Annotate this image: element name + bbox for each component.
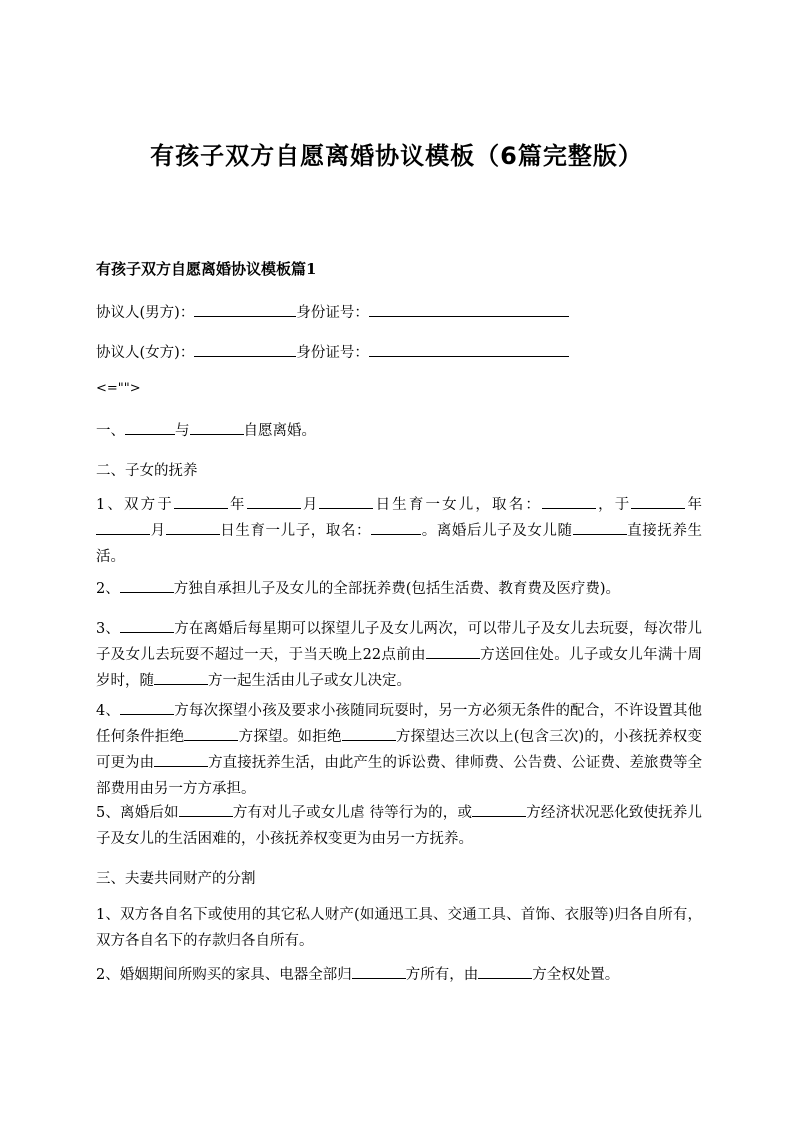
blank-field [426,643,480,659]
text-fragment: 方在离婚后每星期可以探望儿子及女儿两次，可以带儿子及女儿去玩耍，每次带儿子及女儿去玩耍不超过一天，于当天晚上22点前由 [96,621,702,663]
text-fragment: 月 [300,497,320,513]
text-fragment: 直接抚养生活。 [96,523,703,565]
text-fragment: 日生育一女儿，取名： [373,497,542,513]
property-item-2 [96,962,702,988]
blank-field [154,751,208,767]
blank-field [369,301,569,317]
text-fragment: 方直接抚养生活，由此产生的诉讼费、律师费、公告费、公证费、差旅费等全部费用由另一方方承担。 [96,755,703,797]
text-fragment: 方经济状况恶化致使抚养儿子及女儿的生活困难的，小孩抚养权变更为由另一方抚养。 [96,805,702,847]
blank-field [179,801,233,817]
text-fragment: 2、婚姻期间所购买的家具、电器全部归 [96,967,352,983]
blank-field [166,519,220,535]
text-fragment: 方每次探望小孩及要求小孩随同玩耍时，另一方必须无条件的配合，不许设置其他任何条件拒绝 [96,703,702,745]
text-fragment: 方一起生活由儿子或女儿决定。 [208,673,411,689]
text-fragment: 日生育一儿子，取名： [219,523,372,539]
blank-field [247,493,301,509]
blank-field [319,493,373,509]
blank-field [120,699,174,715]
text-fragment: 2、 [96,581,120,597]
section-1 [96,418,702,444]
blank-field [96,519,150,535]
text-fragment: 方独自承担儿子及女儿的全部抚养费(包括生活费、教育费及医疗费)。 [173,581,621,597]
party-female-line [96,340,702,366]
text-fragment: 3、 [96,621,121,637]
text-fragment: 5、离婚后如 [96,805,179,821]
section-heading: 有孩子双方自愿离婚协议模板篇1 [96,260,317,278]
blank-field [120,617,174,633]
child-item-4 [96,698,702,802]
text-fragment: 1、双方于 [96,497,174,513]
child-item-5 [96,800,702,852]
section-3-title: 三、夫妻共同财产的分割 [96,871,256,887]
id-label: 身份证号： [296,305,369,321]
text-fragment: 4、 [96,703,121,719]
stray-mark: <=""> [96,381,141,396]
blank-field [174,493,228,509]
text-fragment: 方探望。如拒绝 [238,729,342,745]
blank-field [194,301,296,317]
text-fragment: 年 [685,497,703,513]
text-fragment: 与 [175,423,190,439]
blank-field [573,519,627,535]
party-male-line [96,300,702,326]
blank-field [184,725,238,741]
text-fragment: 年 [227,497,247,513]
blank-field [542,493,596,509]
text-fragment: 一、 [96,423,125,439]
text-fragment: 。离婚后儿子及女儿随 [421,523,573,539]
document-title: 有孩子双方自愿离婚协议模板（6篇完整版） [150,142,643,170]
blank-field [352,963,406,979]
text-fragment: 方所有，由 [405,967,479,983]
section-2-title: 二、子女的抚养 [96,463,198,479]
blank-field [120,577,174,593]
text-fragment: 自愿离婚。 [243,423,316,439]
party-female-label: 协议人(女方)： [96,345,195,361]
text-fragment: 月 [150,523,166,539]
party-male-label: 协议人(男方)： [96,305,195,321]
text-fragment: ，于 [595,497,632,513]
child-item-3 [96,616,702,694]
blank-field [342,725,396,741]
blank-field [190,419,244,435]
blank-field [194,341,296,357]
blank-field [154,669,208,685]
property-item-1: 1、双方各自名下或使用的其它私人财产(如通迅工具、交通工具、首饰、衣服等)归各自所有，双方各自名下的存款归各自所有。 [96,907,702,949]
blank-field [125,419,175,435]
blank-field [478,963,532,979]
text-fragment: 方全权处置。 [532,967,620,983]
id-label: 身份证号： [296,345,369,361]
child-item-1 [96,492,702,570]
blank-field [371,519,421,535]
blank-field [631,493,685,509]
child-item-2 [96,576,702,602]
text-fragment: 方探望达三次以上(包含三次)的，小孩抚养权变可更为由 [96,729,703,771]
text-fragment: 方送回住处。儿子或女儿年满十周岁时，随 [96,647,703,689]
text-fragment: 方有对儿子或女儿虐 待等行为的，或 [232,805,473,821]
blank-field [369,341,569,357]
blank-field [472,801,526,817]
